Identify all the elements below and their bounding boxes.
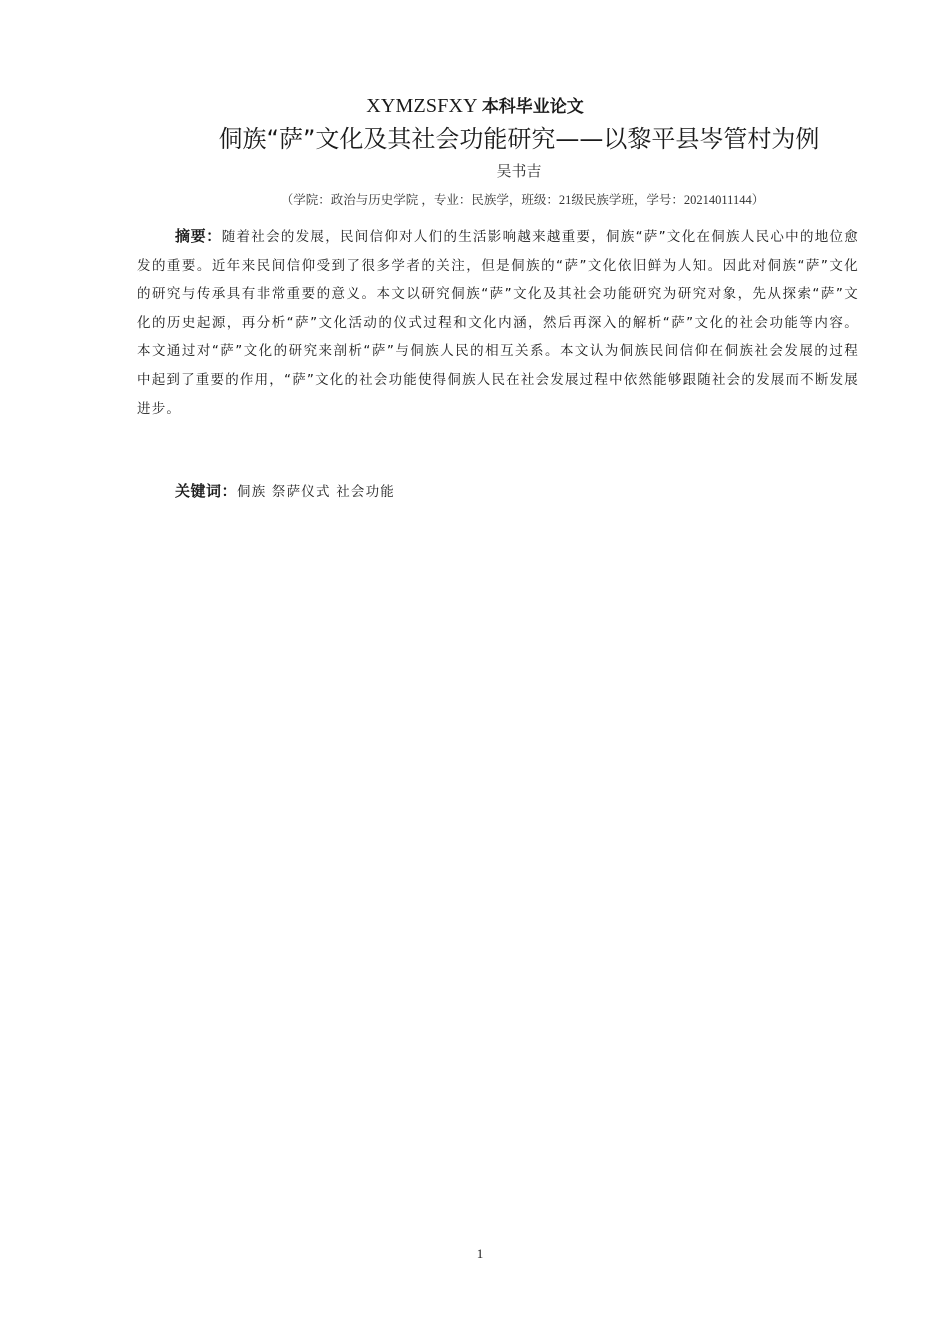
- author-name: 吴书吉: [496, 162, 542, 180]
- thesis-header: [0, 93, 950, 120]
- author-affiliation: （学院：政治与历史学院 ，专业：民族学，班级：21级民族学班，学号：20214011144）: [280, 193, 765, 207]
- page-title: 侗族“萨”文化及其社会功能研究——以黎平县岑管村为例: [218, 125, 820, 153]
- keywords-label: 关键词：: [175, 482, 238, 500]
- abstract-label: 摘要：: [175, 227, 222, 245]
- keywords-line: [175, 478, 395, 505]
- keywords-text: 侗族 祭萨仪式 社会功能: [237, 484, 395, 500]
- abstract-text: 随着社会的发展，民间信仰对人们的生活影响越来越重要，侗族“萨”文化在侗族人民心中的地位愈发的重要。近年来民间信仰受到了很多学者的关注，但是侗族的“萨”文化依旧鲜为人知。因此对侗族“萨”文化的研究与传承具有非常重要的意义。本文以研究侗族“萨”文化及其社会功能研究为研究对象，先从探索“萨”文化的历史起源，再分析“萨”文化活动的仪式过程和文化内涵，然后再深入的解析“萨”文化的社会功能等内容。本文通过对“萨”文化的研究来剖析“萨”与侗族人民的相互关系。本文认为侗族民间信仰在侗族社会发展的过程中起到了重要的作用，“萨”文化的社会功能使得侗族人民在社会发展过程中依然能够跟随社会的发展而不断发展进步。: [137, 229, 859, 417]
- abstract-paragraph: [137, 222, 859, 423]
- school-code: XYMZSFXY: [366, 95, 478, 117]
- thesis-type: 本科毕业论文: [481, 97, 584, 117]
- page-number: 1: [476, 1246, 484, 1261]
